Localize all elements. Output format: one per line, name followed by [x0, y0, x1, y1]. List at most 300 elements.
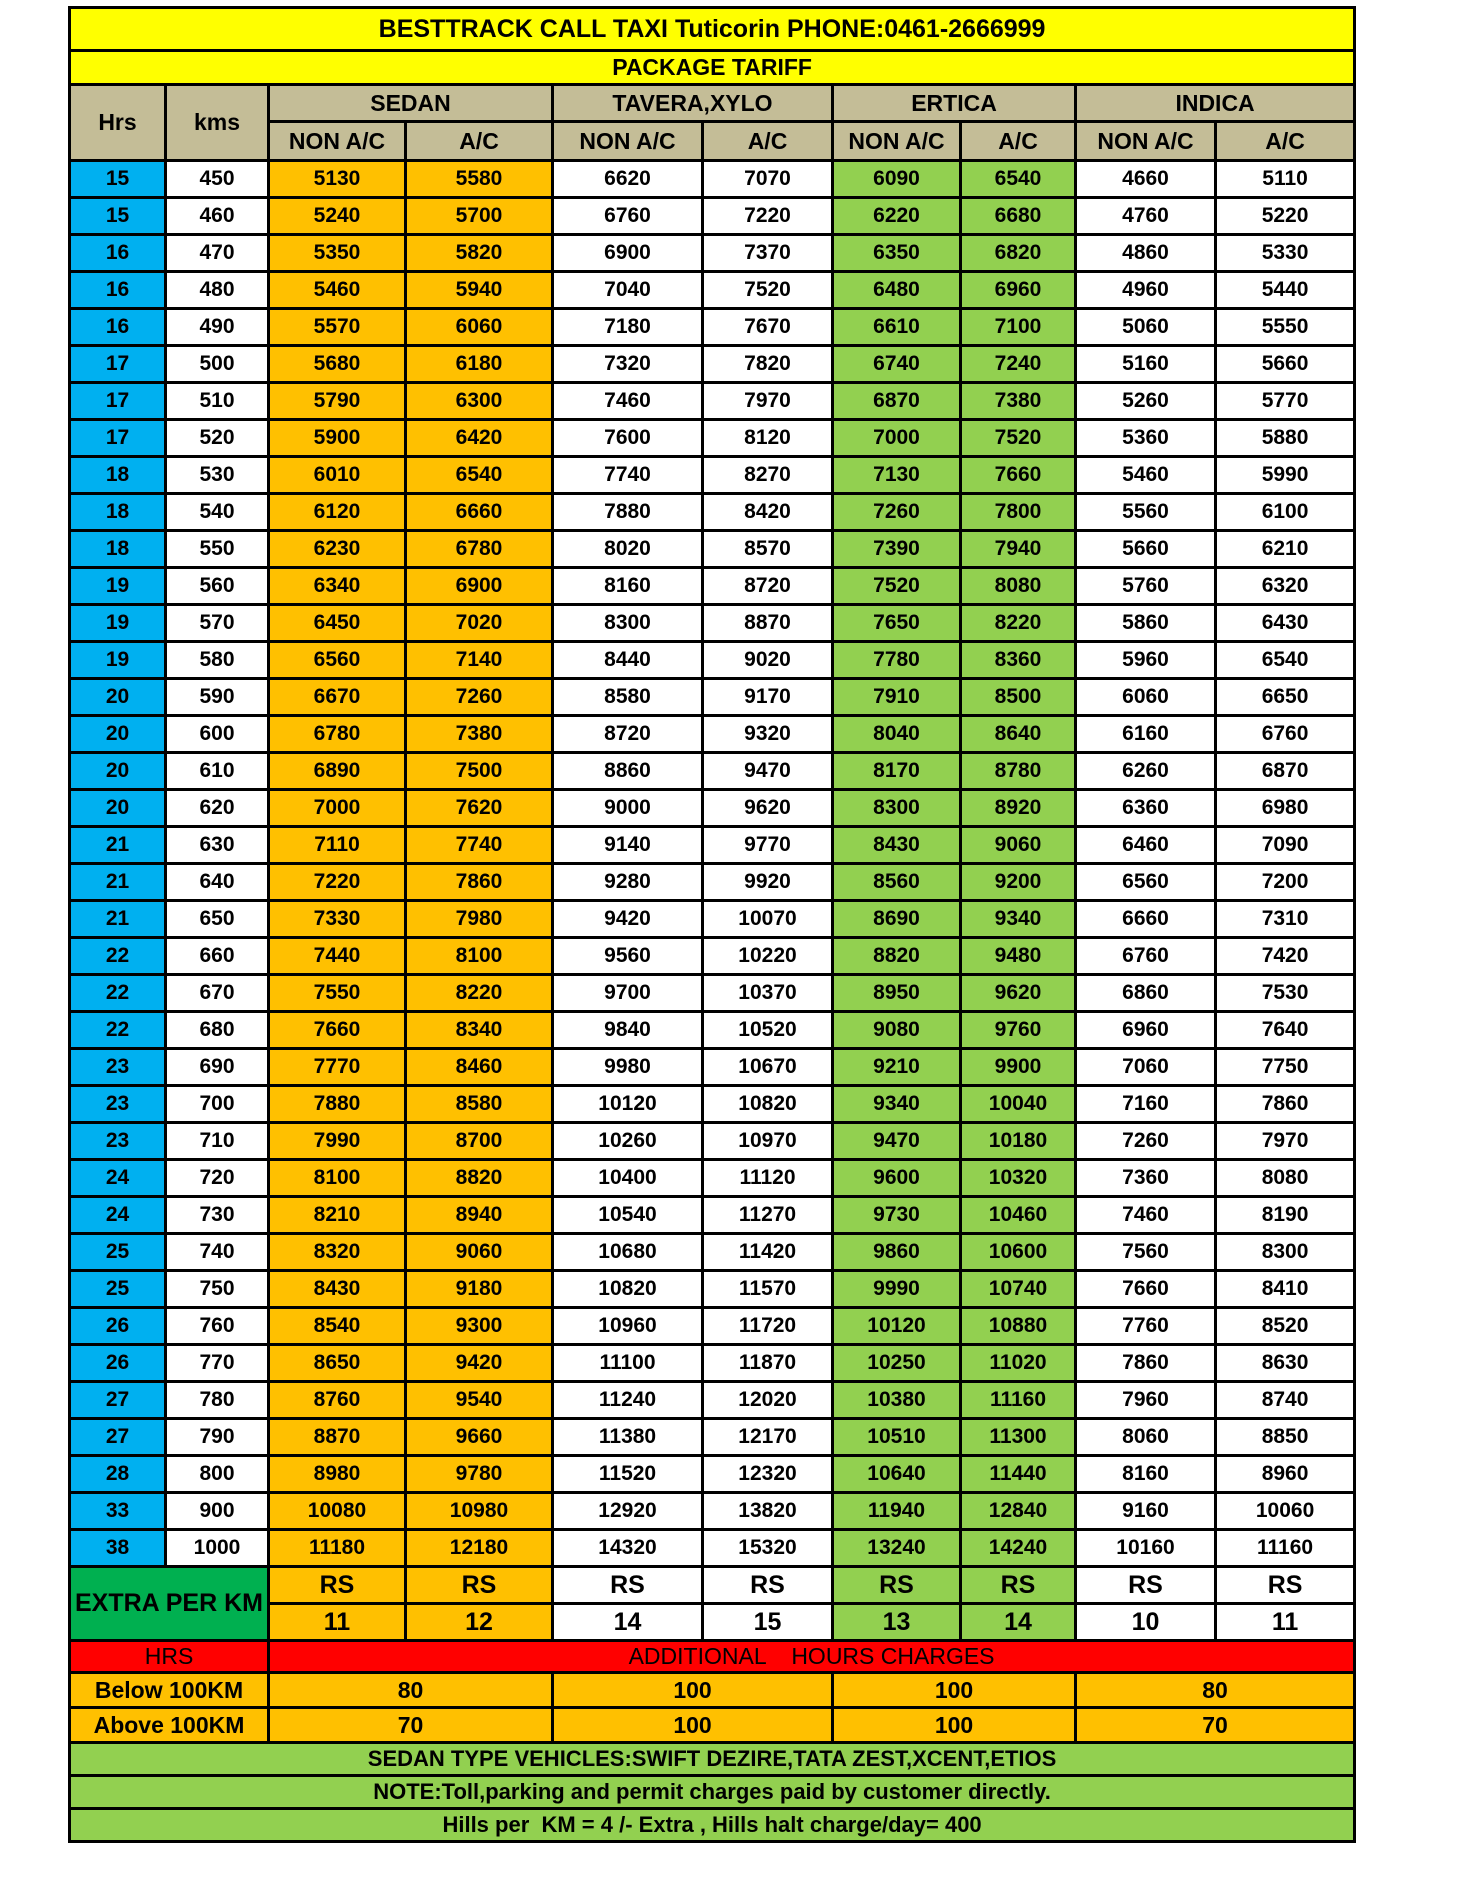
hills-note: Hills per KM = 4 /- Extra , Hills halt charge/day= 400 [70, 1809, 1355, 1842]
tariff-row [70, 1197, 1355, 1234]
ertica-nonac-fare-cell: 8300 [833, 790, 961, 827]
indica-nonac-fare-cell: 9160 [1076, 1493, 1216, 1530]
indica-nonac-fare-cell: 6260 [1076, 753, 1216, 790]
indica-nonac-fare-cell: 7960 [1076, 1382, 1216, 1419]
sedan-nonac-fare-cell: 5900 [269, 420, 406, 457]
ertica-nonac-fare-cell: 7520 [833, 568, 961, 605]
ertica-ac-fare-cell: 6680 [961, 198, 1076, 235]
sedan-nonac-fare-cell: 5460 [269, 272, 406, 309]
sedan-nonac-fare-cell: 6230 [269, 531, 406, 568]
hrs-cell: 18 [70, 457, 166, 494]
tavera-ac-fare-cell: 11720 [703, 1308, 833, 1345]
kms-cell: 570 [166, 605, 269, 642]
hrs-cell: 19 [70, 568, 166, 605]
ertica-nonac-fare-cell: 9730 [833, 1197, 961, 1234]
indica-nonac-fare-cell: 6160 [1076, 716, 1216, 753]
tavera-nonac-fare-cell: 8720 [553, 716, 703, 753]
below-100km-sedan-charge: 80 [269, 1673, 553, 1708]
indica-ac-fare-cell: 6650 [1216, 679, 1355, 716]
ertica-ac-fare-cell: 7380 [961, 383, 1076, 420]
col-header-ertica: ERTICA [833, 85, 1076, 122]
indica-ac-fare-cell: 5990 [1216, 457, 1355, 494]
sedan-ac-extra-rate: 12 [406, 1604, 553, 1641]
kms-cell: 600 [166, 716, 269, 753]
indica-ac-fare-cell: 8960 [1216, 1456, 1355, 1493]
sedan-nonac-fare-cell: 6780 [269, 716, 406, 753]
ertica-ac-fare-cell: 10320 [961, 1160, 1076, 1197]
hrs-cell: 16 [70, 272, 166, 309]
indica-ac-fare-cell: 6540 [1216, 642, 1355, 679]
indica-ac-fare-cell: 8300 [1216, 1234, 1355, 1271]
sedan-nonac-fare-cell: 5350 [269, 235, 406, 272]
tavera-nonac-fare-cell: 10540 [553, 1197, 703, 1234]
hrs-cell: 27 [70, 1382, 166, 1419]
kms-cell: 720 [166, 1160, 269, 1197]
tavera-ac-fare-cell: 12020 [703, 1382, 833, 1419]
ertica-ac-fare-cell: 7520 [961, 420, 1076, 457]
tariff-row [70, 272, 1355, 309]
sedan-ac-fare-cell: 8220 [406, 975, 553, 1012]
sedan-ac-fare-cell: 6060 [406, 309, 553, 346]
hrs-cell: 22 [70, 938, 166, 975]
kms-cell: 680 [166, 1012, 269, 1049]
ertica-nonac-fare-cell: 10250 [833, 1345, 961, 1382]
sedan-nonac-fare-cell: 8980 [269, 1456, 406, 1493]
indica-nonac-fare-cell: 7160 [1076, 1086, 1216, 1123]
tavera-ac-fare-cell: 9170 [703, 679, 833, 716]
indica-nonac-fare-cell: 8060 [1076, 1419, 1216, 1456]
ertica-ac-fare-cell: 8360 [961, 642, 1076, 679]
tariff-row [70, 457, 1355, 494]
tariff-row [70, 1012, 1355, 1049]
sedan-nonac-fare-cell: 7550 [269, 975, 406, 1012]
sedan-nonac-fare-cell: 6450 [269, 605, 406, 642]
kms-cell: 900 [166, 1493, 269, 1530]
tavera-nonac-fare-cell: 7740 [553, 457, 703, 494]
hrs-cell: 17 [70, 420, 166, 457]
sedan-ac-fare-cell: 8100 [406, 938, 553, 975]
tariff-row [70, 346, 1355, 383]
indica-nonac-fare-cell: 7660 [1076, 1271, 1216, 1308]
above-100km-sedan-charge: 70 [269, 1708, 553, 1743]
sedan-ac-fare-cell: 6660 [406, 494, 553, 531]
ertica-nonac-fare-cell: 7260 [833, 494, 961, 531]
ertica-ac-fare-cell: 7660 [961, 457, 1076, 494]
sedan-nonac-fare-cell: 7440 [269, 938, 406, 975]
ertica-ac-header: A/C [961, 122, 1076, 161]
hrs-cell: 24 [70, 1197, 166, 1234]
indica-ac-fare-cell: 8190 [1216, 1197, 1355, 1234]
indica-ac-header: A/C [1216, 122, 1355, 161]
sedan-nonac-fare-cell: 8100 [269, 1160, 406, 1197]
sedan-ac-fare-cell: 9780 [406, 1456, 553, 1493]
tavera-nonac-fare-cell: 8160 [553, 568, 703, 605]
extra-per-km-label: EXTRA PER KM [70, 1567, 269, 1641]
sedan-nonac-fare-cell: 7110 [269, 827, 406, 864]
tavera-nonac-fare-cell: 12920 [553, 1493, 703, 1530]
tariff-sheet [68, 6, 1356, 1843]
sedan-nonac-fare-cell: 7330 [269, 901, 406, 938]
indica-nonac-fare-cell: 4660 [1076, 161, 1216, 198]
sedan-nonac-extra-rate: 11 [269, 1604, 406, 1641]
above-100km-tavera-charge: 100 [553, 1708, 833, 1743]
tavera-nonac-fare-cell: 7880 [553, 494, 703, 531]
tariff-row [70, 1086, 1355, 1123]
hrs-cell: 38 [70, 1530, 166, 1567]
sedan-ac-fare-cell: 5820 [406, 235, 553, 272]
tavera-ac-fare-cell: 10970 [703, 1123, 833, 1160]
tariff-row [70, 531, 1355, 568]
ertica-ac-rs-unit: RS [961, 1567, 1076, 1604]
ertica-ac-fare-cell: 9620 [961, 975, 1076, 1012]
col-header-sedan: SEDAN [269, 85, 553, 122]
sedan-nonac-fare-cell: 7770 [269, 1049, 406, 1086]
tavera-ac-fare-cell: 10670 [703, 1049, 833, 1086]
hrs-cell: 23 [70, 1049, 166, 1086]
tariff-row [70, 753, 1355, 790]
indica-ac-fare-cell: 7640 [1216, 1012, 1355, 1049]
tavera-nonac-fare-cell: 7460 [553, 383, 703, 420]
tariff-row [70, 938, 1355, 975]
indica-nonac-fare-cell: 6860 [1076, 975, 1216, 1012]
indica-nonac-fare-cell: 7560 [1076, 1234, 1216, 1271]
indica-nonac-fare-cell: 5760 [1076, 568, 1216, 605]
tavera-nonac-fare-cell: 10820 [553, 1271, 703, 1308]
hrs-cell: 21 [70, 827, 166, 864]
sedan-ac-fare-cell: 6780 [406, 531, 553, 568]
col-header-tavera-xylo: TAVERA,XYLO [553, 85, 833, 122]
tariff-row [70, 1345, 1355, 1382]
kms-cell: 730 [166, 1197, 269, 1234]
indica-ac-fare-cell: 10060 [1216, 1493, 1355, 1530]
toll-note: NOTE:Toll,parking and permit charges paid by customer directly. [70, 1776, 1355, 1809]
sedan-nonac-fare-cell: 10080 [269, 1493, 406, 1530]
kms-cell: 1000 [166, 1530, 269, 1567]
tariff-row [70, 642, 1355, 679]
sedan-nonac-fare-cell: 6670 [269, 679, 406, 716]
sedan-ac-fare-cell: 8940 [406, 1197, 553, 1234]
tavera-nonac-fare-cell: 8440 [553, 642, 703, 679]
toll-note-row [70, 1776, 1355, 1809]
indica-ac-fare-cell: 6430 [1216, 605, 1355, 642]
ertica-nonac-fare-cell: 10380 [833, 1382, 961, 1419]
sedan-ac-fare-cell: 9300 [406, 1308, 553, 1345]
sedan-ac-fare-cell: 9660 [406, 1419, 553, 1456]
indica-nonac-fare-cell: 8160 [1076, 1456, 1216, 1493]
ertica-nonac-fare-cell: 6870 [833, 383, 961, 420]
sedan-ac-fare-cell: 6900 [406, 568, 553, 605]
kms-cell: 710 [166, 1123, 269, 1160]
col-header-indica: INDICA [1076, 85, 1355, 122]
sedan-nonac-fare-cell: 7990 [269, 1123, 406, 1160]
sedan-nonac-fare-cell: 7660 [269, 1012, 406, 1049]
indica-nonac-fare-cell: 7260 [1076, 1123, 1216, 1160]
tavera-nonac-fare-cell: 9700 [553, 975, 703, 1012]
tavera-ac-fare-cell: 7070 [703, 161, 833, 198]
ertica-nonac-fare-cell: 9470 [833, 1123, 961, 1160]
ertica-ac-fare-cell: 8080 [961, 568, 1076, 605]
sedan-ac-fare-cell: 8700 [406, 1123, 553, 1160]
indica-ac-fare-cell: 5440 [1216, 272, 1355, 309]
ertica-ac-fare-cell: 10880 [961, 1308, 1076, 1345]
tavera-nonac-fare-cell: 9420 [553, 901, 703, 938]
tavera-nonac-fare-cell: 14320 [553, 1530, 703, 1567]
indica-nonac-fare-cell: 7460 [1076, 1197, 1216, 1234]
tavera-ac-fare-cell: 15320 [703, 1530, 833, 1567]
ertica-ac-fare-cell: 9480 [961, 938, 1076, 975]
indica-nonac-fare-cell: 5160 [1076, 346, 1216, 383]
tavera-nonac-fare-cell: 10680 [553, 1234, 703, 1271]
indica-ac-fare-cell: 8080 [1216, 1160, 1355, 1197]
sedan-nonac-fare-cell: 6340 [269, 568, 406, 605]
tavera-nonac-fare-cell: 6620 [553, 161, 703, 198]
tariff-row [70, 901, 1355, 938]
indica-ac-fare-cell: 5330 [1216, 235, 1355, 272]
above-100km-ertica-charge: 100 [833, 1708, 1076, 1743]
tariff-row [70, 1493, 1355, 1530]
sedan-ac-fare-cell: 7860 [406, 864, 553, 901]
indica-ac-fare-cell: 7200 [1216, 864, 1355, 901]
sedan-nonac-fare-cell: 11180 [269, 1530, 406, 1567]
tavera-ac-fare-cell: 11870 [703, 1345, 833, 1382]
sedan-nonac-header: NON A/C [269, 122, 406, 161]
tariff-row [70, 864, 1355, 901]
hrs-cell: 17 [70, 383, 166, 420]
kms-cell: 770 [166, 1345, 269, 1382]
sedan-ac-fare-cell: 8580 [406, 1086, 553, 1123]
sedan-ac-fare-cell: 10980 [406, 1493, 553, 1530]
hrs-cell: 17 [70, 346, 166, 383]
tariff-row [70, 383, 1355, 420]
tavera-nonac-fare-cell: 7180 [553, 309, 703, 346]
sedan-nonac-fare-cell: 6560 [269, 642, 406, 679]
kms-cell: 650 [166, 901, 269, 938]
tariff-row [70, 161, 1355, 198]
tariff-row [70, 309, 1355, 346]
tavera-ac-fare-cell: 7820 [703, 346, 833, 383]
indica-ac-fare-cell: 7310 [1216, 901, 1355, 938]
sedan-ac-fare-cell: 5580 [406, 161, 553, 198]
sedan-nonac-fare-cell: 6120 [269, 494, 406, 531]
kms-cell: 470 [166, 235, 269, 272]
ertica-ac-fare-cell: 7100 [961, 309, 1076, 346]
tavera-ac-fare-cell: 10820 [703, 1086, 833, 1123]
ertica-ac-fare-cell: 11160 [961, 1382, 1076, 1419]
hrs-cell: 23 [70, 1086, 166, 1123]
tavera-ac-fare-cell: 8720 [703, 568, 833, 605]
hrs-cell: 16 [70, 309, 166, 346]
additional-hrs-label: HRS [70, 1641, 269, 1673]
sedan-nonac-fare-cell: 6010 [269, 457, 406, 494]
hrs-cell: 22 [70, 975, 166, 1012]
sedan-ac-header: A/C [406, 122, 553, 161]
ertica-nonac-fare-cell: 9990 [833, 1271, 961, 1308]
indica-nonac-fare-cell: 7760 [1076, 1308, 1216, 1345]
sedan-nonac-fare-cell: 5680 [269, 346, 406, 383]
tavera-ac-fare-cell: 11270 [703, 1197, 833, 1234]
tariff-row [70, 494, 1355, 531]
above-100km-indica-charge: 70 [1076, 1708, 1355, 1743]
kms-cell: 550 [166, 531, 269, 568]
hrs-cell: 18 [70, 531, 166, 568]
tavera-nonac-fare-cell: 9140 [553, 827, 703, 864]
sedan-types-note-row [70, 1743, 1355, 1776]
hrs-cell: 16 [70, 235, 166, 272]
ertica-ac-fare-cell: 6820 [961, 235, 1076, 272]
indica-nonac-fare-cell: 5260 [1076, 383, 1216, 420]
indica-ac-fare-cell: 8410 [1216, 1271, 1355, 1308]
sedan-nonac-fare-cell: 8320 [269, 1234, 406, 1271]
tavera-ac-fare-cell: 8570 [703, 531, 833, 568]
tavera-ac-fare-cell: 9770 [703, 827, 833, 864]
hrs-cell: 19 [70, 605, 166, 642]
hrs-cell: 25 [70, 1271, 166, 1308]
indica-nonac-fare-cell: 5660 [1076, 531, 1216, 568]
indica-ac-fare-cell: 6320 [1216, 568, 1355, 605]
sedan-ac-fare-cell: 7260 [406, 679, 553, 716]
tavera-nonac-fare-cell: 8580 [553, 679, 703, 716]
hrs-cell: 22 [70, 1012, 166, 1049]
sedan-ac-fare-cell: 8460 [406, 1049, 553, 1086]
ertica-ac-fare-cell: 9200 [961, 864, 1076, 901]
tavera-ac-rs-unit: RS [703, 1567, 833, 1604]
hrs-cell: 25 [70, 1234, 166, 1271]
kms-cell: 520 [166, 420, 269, 457]
ertica-ac-fare-cell: 8780 [961, 753, 1076, 790]
tavera-nonac-fare-cell: 9560 [553, 938, 703, 975]
ertica-ac-fare-cell: 7240 [961, 346, 1076, 383]
below-100km-row [70, 1673, 1355, 1708]
sedan-ac-fare-cell: 7380 [406, 716, 553, 753]
tariff-row [70, 975, 1355, 1012]
page-title: BESTTRACK CALL TAXI Tuticorin PHONE:0461-2666999 [70, 8, 1355, 51]
tariff-row [70, 1271, 1355, 1308]
ertica-ac-fare-cell: 11440 [961, 1456, 1076, 1493]
sedan-ac-fare-cell: 8340 [406, 1012, 553, 1049]
kms-cell: 740 [166, 1234, 269, 1271]
hrs-cell: 26 [70, 1345, 166, 1382]
indica-ac-fare-cell: 8520 [1216, 1308, 1355, 1345]
tavera-nonac-fare-cell: 6760 [553, 198, 703, 235]
tavera-ac-fare-cell: 9470 [703, 753, 833, 790]
tavera-ac-fare-cell: 11420 [703, 1234, 833, 1271]
tavera-ac-fare-cell: 9320 [703, 716, 833, 753]
sedan-ac-fare-cell: 7620 [406, 790, 553, 827]
ertica-nonac-fare-cell: 8430 [833, 827, 961, 864]
indica-nonac-fare-cell: 4760 [1076, 198, 1216, 235]
additional-hours-banner-row [70, 1641, 1355, 1673]
kms-cell: 590 [166, 679, 269, 716]
kms-cell: 450 [166, 161, 269, 198]
above-100km-label: Above 100KM [70, 1708, 269, 1743]
kms-cell: 610 [166, 753, 269, 790]
indica-nonac-fare-cell: 5960 [1076, 642, 1216, 679]
tavera-nonac-rs-unit: RS [553, 1567, 703, 1604]
kms-cell: 670 [166, 975, 269, 1012]
indica-ac-fare-cell: 5220 [1216, 198, 1355, 235]
ertica-ac-fare-cell: 11300 [961, 1419, 1076, 1456]
indica-ac-fare-cell: 5660 [1216, 346, 1355, 383]
hrs-cell: 23 [70, 1123, 166, 1160]
indica-ac-fare-cell: 8630 [1216, 1345, 1355, 1382]
ertica-nonac-fare-cell: 8690 [833, 901, 961, 938]
hrs-cell: 27 [70, 1419, 166, 1456]
indica-nonac-fare-cell: 5360 [1076, 420, 1216, 457]
indica-nonac-fare-cell: 6060 [1076, 679, 1216, 716]
indica-ac-fare-cell: 5880 [1216, 420, 1355, 457]
sedan-ac-fare-cell: 6180 [406, 346, 553, 383]
kms-cell: 750 [166, 1271, 269, 1308]
sedan-nonac-fare-cell: 8210 [269, 1197, 406, 1234]
tavera-nonac-fare-cell: 11100 [553, 1345, 703, 1382]
indica-nonac-fare-cell: 5560 [1076, 494, 1216, 531]
indica-nonac-fare-cell: 6560 [1076, 864, 1216, 901]
tavera-ac-fare-cell: 11570 [703, 1271, 833, 1308]
tavera-ac-fare-cell: 8420 [703, 494, 833, 531]
ertica-nonac-fare-cell: 8170 [833, 753, 961, 790]
indica-nonac-extra-rate: 10 [1076, 1604, 1216, 1641]
tariff-row [70, 827, 1355, 864]
sedan-nonac-fare-cell: 8430 [269, 1271, 406, 1308]
tavera-nonac-fare-cell: 9840 [553, 1012, 703, 1049]
kms-cell: 480 [166, 272, 269, 309]
hrs-cell: 15 [70, 161, 166, 198]
tariff-row [70, 1234, 1355, 1271]
tavera-nonac-fare-cell: 9980 [553, 1049, 703, 1086]
tavera-ac-header: A/C [703, 122, 833, 161]
kms-cell: 800 [166, 1456, 269, 1493]
kms-cell: 690 [166, 1049, 269, 1086]
ertica-nonac-fare-cell: 8040 [833, 716, 961, 753]
sedan-ac-fare-cell: 5700 [406, 198, 553, 235]
tavera-ac-fare-cell: 10070 [703, 901, 833, 938]
hrs-cell: 20 [70, 679, 166, 716]
kms-cell: 510 [166, 383, 269, 420]
ertica-ac-fare-cell: 6540 [961, 161, 1076, 198]
sedan-ac-fare-cell: 6300 [406, 383, 553, 420]
indica-ac-fare-cell: 6870 [1216, 753, 1355, 790]
ertica-nonac-fare-cell: 6480 [833, 272, 961, 309]
ertica-ac-fare-cell: 9900 [961, 1049, 1076, 1086]
ertica-nonac-extra-rate: 13 [833, 1604, 961, 1641]
sedan-ac-fare-cell: 9420 [406, 1345, 553, 1382]
tavera-ac-fare-cell: 8120 [703, 420, 833, 457]
tariff-row [70, 716, 1355, 753]
sedan-ac-fare-cell: 6540 [406, 457, 553, 494]
ertica-nonac-fare-cell: 6220 [833, 198, 961, 235]
tariff-row [70, 568, 1355, 605]
tariff-row [70, 679, 1355, 716]
ertica-nonac-fare-cell: 9600 [833, 1160, 961, 1197]
tavera-ac-fare-cell: 10220 [703, 938, 833, 975]
kms-cell: 780 [166, 1382, 269, 1419]
tavera-ac-fare-cell: 9620 [703, 790, 833, 827]
ertica-nonac-fare-cell: 6740 [833, 346, 961, 383]
kms-cell: 580 [166, 642, 269, 679]
indica-ac-fare-cell: 8740 [1216, 1382, 1355, 1419]
tavera-nonac-fare-cell: 7040 [553, 272, 703, 309]
sedan-nonac-fare-cell: 7880 [269, 1086, 406, 1123]
kms-cell: 460 [166, 198, 269, 235]
kms-cell: 700 [166, 1086, 269, 1123]
indica-nonac-fare-cell: 10160 [1076, 1530, 1216, 1567]
above-100km-row [70, 1708, 1355, 1743]
indica-nonac-fare-cell: 7360 [1076, 1160, 1216, 1197]
tariff-table-body [70, 161, 1355, 1567]
tariff-row [70, 198, 1355, 235]
kms-cell: 530 [166, 457, 269, 494]
hrs-cell: 21 [70, 901, 166, 938]
